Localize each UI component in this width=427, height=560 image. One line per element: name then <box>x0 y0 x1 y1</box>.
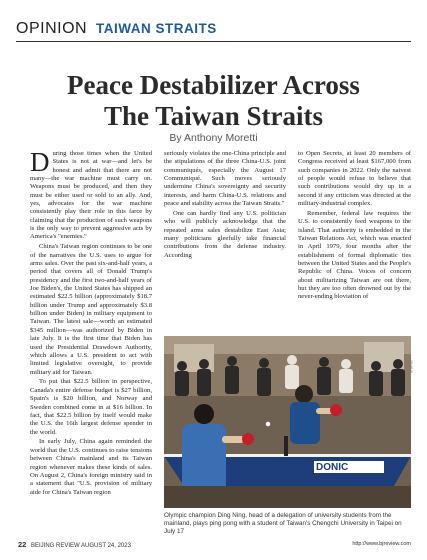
header-rule <box>16 41 411 42</box>
article-column-3 <box>298 150 411 328</box>
article-column-2 <box>164 150 286 328</box>
paragraph: In early July, China again reminded the world that the U.S. continues to raise tensions between China's mainland and its Taiwan region whenever makes these kinds of sales. On August 2, China's foreign ministry said in a statement that "U.S. provision of military aide for China's Taiwan region <box>30 438 152 496</box>
ping-pong-photo-illustration <box>164 336 411 508</box>
page-number: 22 <box>18 540 27 549</box>
byline: By Anthony Moretti <box>169 132 258 144</box>
paragraph <box>30 150 152 242</box>
paragraph: To put that $22.5 billion in perspective, Canada's entire defense budget is $27 billion, Spain's is $20 billion, and Norway and Sweden combined come in at $16 billion. In fact, that $22.5 billion by itself would make the U.S. the 16th largest defense spender in the world. <box>30 378 152 436</box>
section-label: OPINION <box>16 20 88 37</box>
paragraph-text: uring those times when the United States is not at war—and let's be honest and admit that there are not many—the war machine must carry on. Weapons must be produced, and then they must be either used or sold to an ally. And, yes, advocates for the war machine consistently play their role in this farce by claiming that the production of such weapons is the only way to prevent aggressive acts by America's "enemies." <box>30 150 152 241</box>
section-kicker <box>16 20 217 38</box>
subsection-label: TAIWAN STRAITS <box>96 21 217 36</box>
section-header <box>16 20 411 40</box>
paragraph: to Open Secrets, at least 20 members of Congress received at least $167,000 from such companies in 2022. Only the naivest of people would refuse to believe that such contributions would dry up in a second if any criticism was directed at the military-industrial complex. <box>298 150 411 208</box>
footer-url[interactable]: http://www.bjreview.com <box>352 541 411 547</box>
headline-line-1: Peace Destabilizer Across <box>67 70 360 100</box>
article-column-1 <box>30 150 152 537</box>
footer-left <box>18 540 131 549</box>
article-headline <box>16 70 411 132</box>
paragraph: Remember, federal law requires the U.S. to consistently feed weapons to the island. That authority is embedded in the Taiwan Relations Act, which was enacted in April 1979, four months after the establishment of formal diplomatic ties between the United States and the People's Republic of China. Voices of concern about militarizing Taiwan are out there, but they are too often drowned out by the never-ending bloviation of <box>298 210 411 301</box>
drop-cap: D <box>30 150 50 177</box>
paragraph: seriously violates the one-China principle and the stipulations of the three China-U.S. joint communiqués, especially the August 17 Communiqué. Such moves seriously undermine China's sovereignty and security interests, and harm China-U.S. relations and peace and stability across the Taiwan Straits." <box>164 150 286 208</box>
article-photo <box>164 336 411 508</box>
headline-line-2: The Taiwan Straits <box>103 101 324 131</box>
paragraph: China's Taiwan region continues to be one of the narratives the U.S. uses to argue for arms sales. Over the past six-and-half years, a period that covers all of Donald Trump's presidency and the first two-and-half years of Joe Biden's, the United States has shipped an estimated $22.5 billion (approximately $18.7 billion under Trump and approximately $3.8 billion under Biden) in military equipment to Taiwan. The latest sale—worth an estimated $345 million—was authorized by Biden in late July. It is the first time that Biden has used the Presidential Drawdown Authority, which allows a U.S. president to act with limited legislative oversight, to provide military aid for Taiwan. <box>30 243 152 376</box>
paragraph: One can hardly find any U.S. politician who will publicly acknowledge that the repeated arms sales destabilize East Asia; many politicians gleefully take financial contributions from the defense industry. According <box>164 210 286 259</box>
issue-info: BEIJING REVIEW AUGUST 24, 2023 <box>31 543 131 549</box>
photo-credit: XINHUA <box>409 360 413 374</box>
svg-text:DONIC: DONIC <box>316 462 349 473</box>
photo-caption: Olympic champion Ding Ning, head of a delegation of university students from the mainland, plays ping pong with a student of Taiwan's Chengchi University in Taipei on July 17 <box>164 512 402 536</box>
